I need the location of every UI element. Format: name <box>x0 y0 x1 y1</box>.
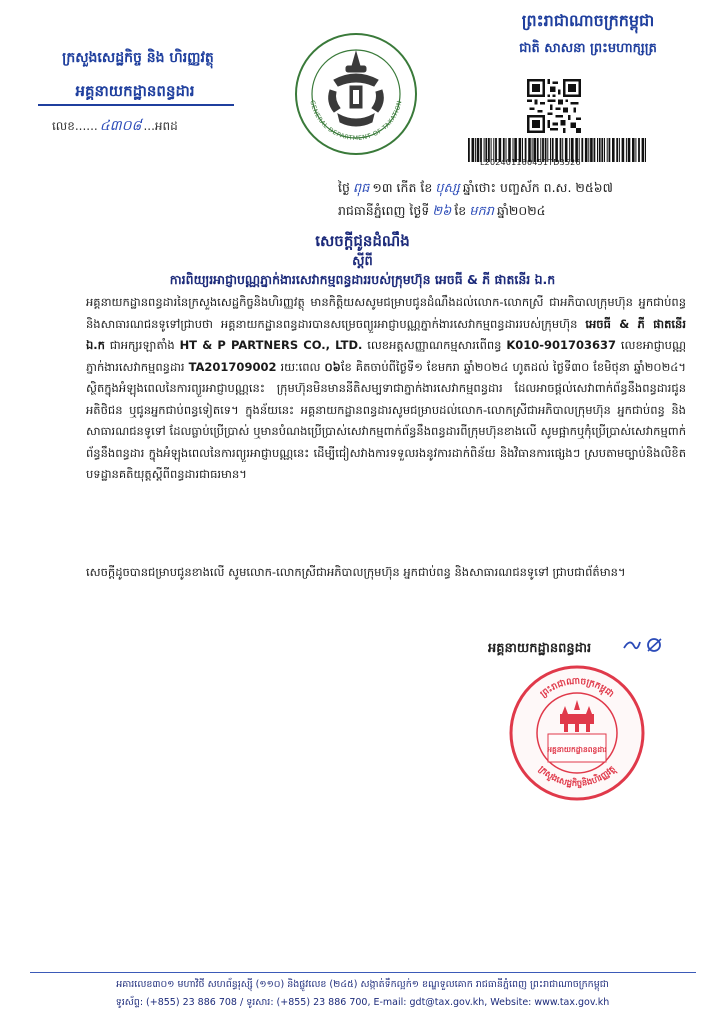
department-underline <box>38 104 234 106</box>
solar-month-handwritten: មករា <box>469 204 494 219</box>
barcode-bar <box>619 138 620 162</box>
notice-title: សេចក្តីជូនដំណឹង <box>315 232 410 250</box>
barcode-bar <box>581 138 583 162</box>
gdt-emblem-logo <box>294 32 418 156</box>
barcode-bar <box>477 138 480 162</box>
solar-day-handwritten: ២៦ <box>432 204 452 219</box>
barcode-bar <box>601 138 603 162</box>
lunar-prefix: ថ្ងៃ <box>338 180 350 195</box>
seal-bottom-text: ក្រសួងសេដ្ឋកិច្ចនិងហិរញ្ញវត្ថុ <box>536 764 618 790</box>
lunar-mid: ១៣ កើត ខែ <box>372 180 433 195</box>
barcode-bar <box>609 138 611 162</box>
footer-contact: ទូរស័ព្ទ: (+855) 23 886 708 / ទូរសារ: (+855) 23 886 700, E-mail: gdt@tax.gov.kh, Website: www.tax.gov.kh <box>115 997 610 1008</box>
barcode-bar <box>607 138 608 162</box>
lunar-date <box>338 180 613 199</box>
barcode-bar <box>594 138 596 162</box>
lunar-suffix: ឆ្នាំថោះ បញ្ចស័ក ព.ស. ២៥៦៧ <box>462 180 613 195</box>
tax-id: K010-901703637 <box>506 338 617 352</box>
qr-code <box>527 79 581 133</box>
ref-prefix: លេខ...... <box>52 119 98 133</box>
footer-address: អគារលេខ៣០១ មហាវិថី សហព័ន្ធរុស្ស៊ី (១១០) និងផ្លូវលេខ (២៤៥) សង្កាត់ទឹកល្អក់១ ខណ្ឌទួលគោក រាជធានីភ្នំពេញ ព្រះរាជាណាចក្រកម្ពុជា <box>116 979 609 990</box>
suspension-months: ០៦ <box>324 359 341 374</box>
signature-title: អគ្គនាយកដ្ឋានពន្ធដារ <box>488 641 592 656</box>
national-motto: ជាតិ សាសនា ព្រះមហាក្សត្រ <box>519 41 657 56</box>
barcode-bar <box>616 138 618 162</box>
footer-divider <box>30 972 696 973</box>
solar-prefix: រាជធានីភ្នំពេញ ថ្ងៃទី <box>338 203 430 218</box>
barcode-bar <box>604 138 605 162</box>
ministry-name: ក្រសួងសេដ្ឋកិច្ច និង ហិរញ្ញវត្ថុ <box>62 50 214 66</box>
signature-mark <box>620 634 666 656</box>
barcode-bar <box>626 138 627 162</box>
emblem-caption: GENERAL DEPARTMENT OF TAXATION <box>308 99 404 143</box>
body-paragraph-1: អគ្គនាយកដ្ឋានពន្ធដារនៃក្រសួងសេដ្ឋកិច្ចនិងហិរញ្ញវត្ថុ មានកិត្តិយសសូមជម្រាបជូនដំណឹងដល់លោក-លោកស្រី ជាអភិបាលក្រុមហ៊ុន អ្នកជាប់ពន្ធ និងសាធារណជនទូទៅជ្រាបថា អគ្គនាយកដ្ឋានពន្ធដារបានសម្រេចព្យួរអាជ្ញាបណ្ណភ្នាក់ងារសេវាកម្មពន្ធដាររបស់ក្រុមហ៊ុន អេចធី & ភី ផាតនើរ ឯ.ក ជាអក្សរឡាតាំង HT & P PARTNERS CO., LTD. លេខអត្តសញ្ញាណកម្មសារពើពន្ធ K010-901703637 លេខអាជ្ញាបណ្ណភ្នាក់ងារសេវាកម្មពន្ធដារ TA201709002 រយៈពេល ០៦ខែ គិតចាប់ពីថ្ងៃទី១ ខែមករា ឆ្នាំ២០២៤ ហូតដល់ ថ្ងៃទី៣០ ខែមិថុនា ឆ្នាំ២០២៤។ ស្ថិតក្នុងអំឡុងពេលនៃការព្យួរអាជ្ញាបណ្ណនេះ ក្រុមហ៊ុនមិនមាននីតិសម្បទាជាភ្នាក់ងារសេវាកម្មពន្ធដារ ដែលអាចផ្តល់សេវាពាក់ព័ន្ធនឹងពន្ធដារជូនអតិថិជន ឬជូនអ្នកជាប់ពន្ធទៀតទេ។ ក្នុងន័យនេះ អគ្គនាយកដ្ឋានពន្ធដារសូមជម្រាបដល់លោក-លោកស្រីជាអភិបាលក្រុមហ៊ុន អ្នកជាប់ពន្ធ និងសាធារណជនទូទៅ ដែលធ្លាប់ប្រើប្រាស់ ឬមានបំណងប្រើប្រាស់សេវាកម្មពាក់ព័ន្ធនឹងពន្ធដារពីក្រុមហ៊ុនខាងលើ សូមផ្អាកឬកុំប្រើប្រាស់សេវាកម្មពាក់ព័ន្ធនឹងពន្ធដារ ក្នុងអំឡុងពេលនៃការព្យួរអាជ្ញាបណ្ណនេះ ដើម្បីជៀសវាងការទទួលរងនូវការដាក់ពិន័យ និងវិធានការផ្សេងៗ ស្របតាមច្បាប់និងលិខិតបទដ្ឋានគតិយុត្តស្តីពីពន្ធដារជាធរមាន។ <box>86 295 687 481</box>
ref-suffix: ...អពដ <box>143 119 178 133</box>
kingdom-title: ព្រះរាជាណាចក្រកម្ពុជា <box>521 11 655 30</box>
reference-number <box>52 116 178 137</box>
seal-top-text: ព្រះរាជាណាចក្រកម្ពុជា <box>538 676 616 700</box>
barcode-bar <box>622 138 625 162</box>
barcode-bar <box>585 138 588 162</box>
barcode-number: L202401160451TD3526 <box>480 158 581 167</box>
barcode-bar <box>628 138 631 162</box>
ref-number-handwritten: ៤៣០៨ <box>99 118 142 134</box>
barcode-bar <box>645 138 646 162</box>
barcode-bar <box>468 138 470 162</box>
solar-mid: ខែ <box>454 203 467 218</box>
barcode-bar <box>632 138 635 162</box>
body-paragraph-2: សេចក្តីដូចបានជម្រាបជូនខាងលើ សូមលោក-លោកស្រីជាអភិបាលក្រុមហ៊ុន អ្នកជាប់ពន្ធ និងសាធារណជនទូទៅ ជ្រាបជាព័ត៌មាន។ <box>86 565 626 579</box>
solar-date <box>338 203 546 222</box>
barcode-bar <box>590 138 593 162</box>
lunar-day-handwritten: ពុធ <box>352 181 370 196</box>
barcode-bar <box>599 138 601 162</box>
lunar-month-handwritten: បុស្ស <box>435 181 460 196</box>
barcode-bar <box>638 138 640 162</box>
barcode-bar <box>642 138 645 162</box>
barcode-bar <box>588 138 589 162</box>
solar-suffix: ឆ្នាំ២០២៤ <box>496 203 546 218</box>
company-name-kh: អេចធី & ភី ផាតនើរ ឯ.ក <box>86 316 686 352</box>
barcode-bar <box>612 138 615 162</box>
barcode-bar <box>635 138 636 162</box>
seal-middle-text: អគ្គនាយកដ្ឋានពន្ធដារ <box>547 745 607 754</box>
notice-about: ស្តីពី <box>352 254 373 269</box>
license-number: TA201709002 <box>188 359 277 374</box>
company-name-en: HT & P PARTNERS CO., LTD. <box>179 338 363 352</box>
official-seal <box>508 664 646 802</box>
barcode-bar <box>472 138 475 162</box>
notice-subject: ការពិយ្យរអាជ្ញាបណ្ណភ្នាក់ងារសេវាកម្មពន្ធដាររបស់ក្រុមហ៊ុន អេចធី & ភី ផាតនើរ ឯ.ក <box>169 272 556 287</box>
barcode-bar <box>475 138 476 162</box>
barcode-bar <box>597 138 598 162</box>
department-name: អគ្គនាយកដ្ឋានពន្ធដារ <box>75 82 195 100</box>
